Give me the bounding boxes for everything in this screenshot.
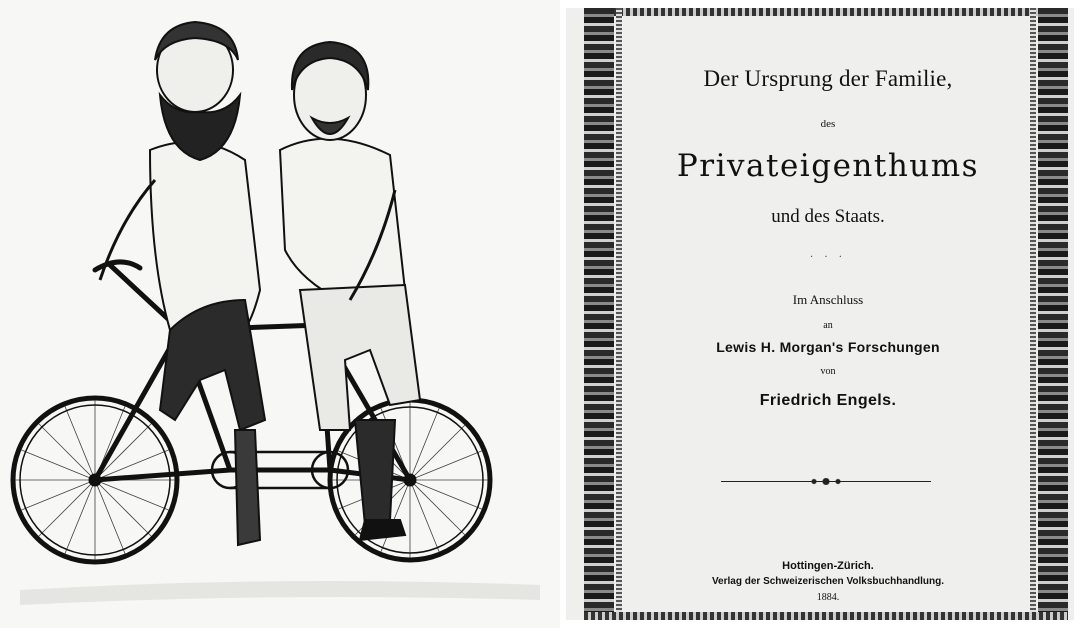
author-name: Friedrich Engels. <box>759 392 897 409</box>
ornament-rule-icon <box>721 481 931 482</box>
decorative-dots: · · · <box>810 252 846 263</box>
title-line-1: Der Ursprung der Familie, <box>703 66 953 91</box>
title-line-4: und des Staats. <box>771 206 885 227</box>
ornamental-border-top <box>584 8 1068 16</box>
subtitle-line-4: von <box>820 366 836 377</box>
front-rider-head <box>292 42 368 140</box>
ornamental-border-right <box>1038 8 1068 620</box>
title-main-word: Privateigenthums <box>676 148 980 184</box>
publisher-name: Verlag der Schweizerischen Volksbuchhandlung. <box>711 576 945 587</box>
title-line-2: des <box>820 118 836 130</box>
subtitle-line-1: Im Anschluss <box>792 292 864 307</box>
subtitle-line-2: an <box>823 320 833 331</box>
book-title-page <box>566 8 1074 620</box>
rear-rider <box>100 142 265 545</box>
ornamental-border-bottom <box>584 612 1068 620</box>
publication-year: 1884. <box>816 592 840 603</box>
rear-rider-head <box>155 22 240 160</box>
publication-place: Hottingen-Zürich. <box>782 560 874 572</box>
subtitle-line-3: Lewis H. Morgan's Forschungen <box>716 339 940 355</box>
ornamental-border-left <box>584 8 614 620</box>
